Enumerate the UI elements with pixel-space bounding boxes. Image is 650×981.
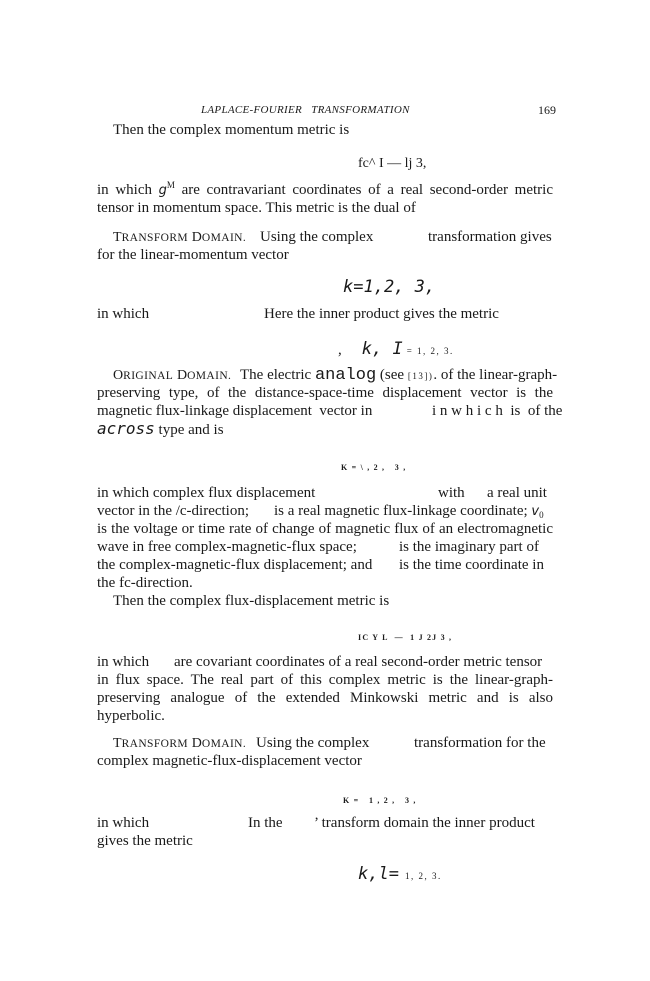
section-heading-transform-domain: TRANSFORM DOMAIN.	[113, 230, 247, 245]
running-title: LAPLACE-FOURIER TRANSFORMATION	[201, 104, 410, 116]
paragraph-last-line2: gives the metric	[97, 833, 193, 849]
paragraph-inner-product-b: Here the inner product gives the metric	[264, 306, 499, 322]
equation-flux-displacement: K = \ , 2 , 3 ,	[341, 463, 407, 472]
section-heading-transform-domain-2: TRANSFORM DOMAIN.	[113, 736, 247, 751]
flux-line4b: is the imaginary part of	[399, 539, 539, 555]
covariant-line2: in flux space. The real part of this complex metric is the linear-graph-	[97, 672, 553, 688]
transform1-text-b: transformation gives	[428, 229, 552, 245]
paragraph-last-c: ’ transform domain the inner product	[314, 815, 535, 831]
transform1-text-a: Using the complex	[260, 229, 374, 245]
paragraph-momentum-metric: Then the complex momentum metric is	[113, 122, 350, 138]
flux-line6: the fc-direction.	[97, 575, 193, 591]
original-line3b: i n w h i c h is of the	[432, 403, 563, 419]
paragraph-inner-product-a: in which	[97, 306, 150, 322]
original-line3a: magnetic flux-linkage displacement vector in	[97, 403, 373, 419]
paragraph-last-a: in which	[97, 815, 150, 831]
flux-line2a: vector in the /c-direction;	[97, 503, 250, 519]
transform2-text-a: Using the complex	[256, 735, 370, 751]
transform2-line2: complex magnetic-flux-displacement vector	[97, 753, 362, 769]
original-line4: across type and is	[97, 419, 224, 438]
paragraph-contravariant-line1: in which $g^M$ are contravariant coordinates of a real second-order metric	[97, 180, 553, 198]
flux-line5a: the complex-magnetic-flux displacement; and	[97, 557, 373, 573]
equation-flux-transform: K = 1 , 2 , 3 ,	[343, 796, 417, 805]
flux-line1c: a real unit	[487, 485, 547, 501]
flux-line5b: is the time coordinate in	[399, 557, 544, 573]
original-line1: The electric analog (see [13]). of the linear-graph-	[240, 366, 558, 385]
flux-line4a: wave in free complex-magnetic-flux space;	[97, 539, 357, 555]
flux-line1a: in which complex flux displacement	[97, 485, 316, 501]
covariant-line1a: in which	[97, 654, 150, 670]
equation-flux-inner-product: k,l= 1, 2, 3.	[358, 864, 442, 884]
paragraph-flux-metric: Then the complex flux-displacement metric is	[113, 593, 390, 609]
equation-momentum-metric: fc^ I — lj 3,	[358, 156, 427, 171]
paragraph-last-b: In the	[248, 815, 283, 831]
transform1-line2: for the linear-momentum vector	[97, 247, 289, 263]
flux-line3: is the voltage or time rate of change of magnetic flux of an electromagnetic	[97, 521, 553, 537]
paragraph-contravariant-line2: tensor in momentum space. This metric is the dual of	[97, 200, 416, 216]
original-line2: preserving type, of the distance-space-time displacement vector is the	[97, 385, 553, 401]
flux-line2b: is a real magnetic flux-linkage coordinate; $v_0$	[274, 503, 544, 520]
covariant-line3: preserving analogue of the extended Minkowski metric and is also	[97, 690, 553, 706]
covariant-line1b: are covariant coordinates of a real second-order metric tensor	[174, 654, 543, 670]
equation-flux-metric: IC Y L — 1 J 2J 3 ,	[358, 633, 453, 642]
section-heading-original-domain: ORIGINAL DOMAIN.	[113, 368, 232, 383]
page-number: 169	[538, 103, 556, 117]
equation-momentum-inner-product: , k, I = 1, 2, 3.	[338, 339, 454, 359]
equation-linear-momentum: k=1,2, 3,	[343, 277, 436, 297]
transform2-text-b: transformation for the	[414, 735, 546, 751]
covariant-line4: hyperbolic.	[97, 708, 165, 724]
flux-line1b: with	[438, 485, 465, 501]
